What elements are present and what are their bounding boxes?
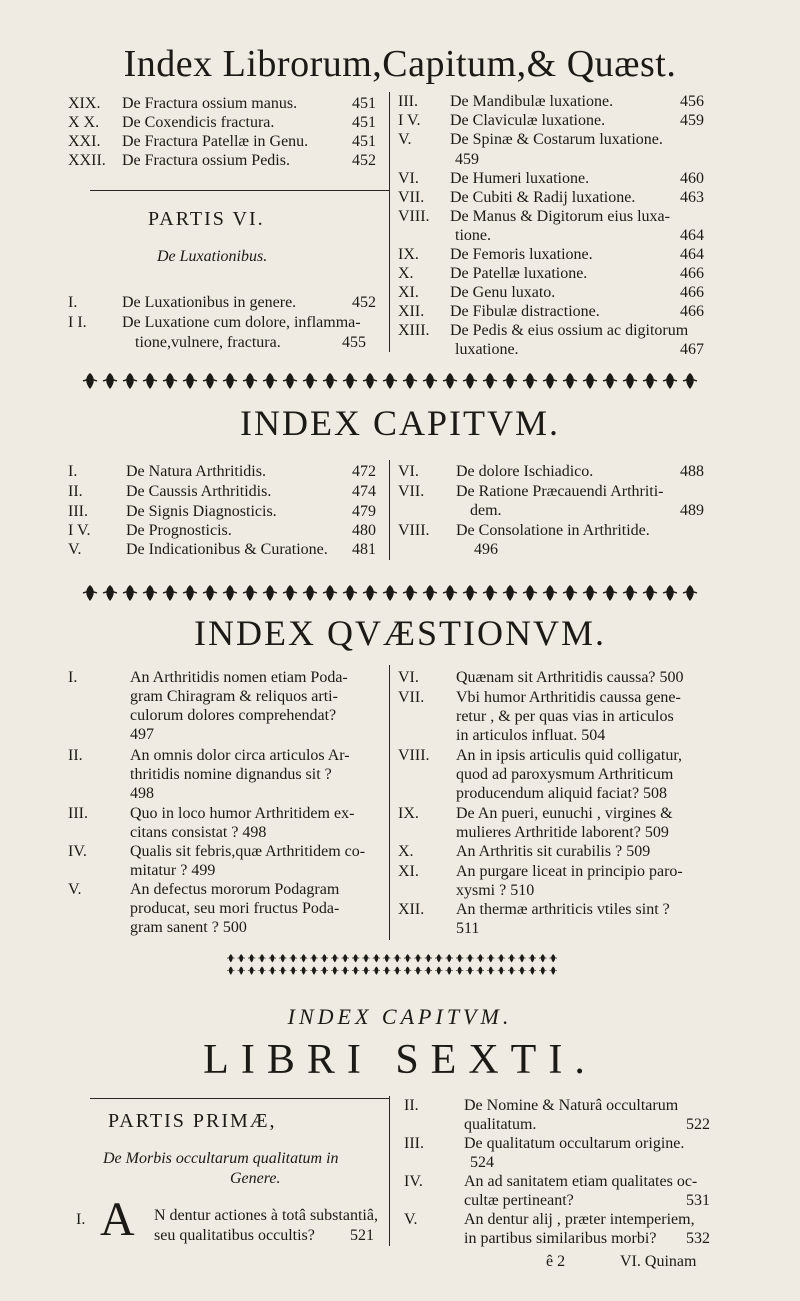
fleuron-glyph [499, 954, 503, 962]
fleuron-glyph [416, 967, 420, 975]
fleuron-glyph [489, 954, 493, 962]
fleuron-glyph [489, 967, 493, 975]
question-text: An Arthritidis nomen etiam Poda- gram Chiragram & reliquos arti- culorum dolores comprehendat? 497 [130, 669, 348, 743]
fleuron-glyph [666, 373, 674, 389]
question-text: An in ipsis articulis quid colligatur, quod ad paroxysmum Arthriticum producendum aliquid faciat? 508 [456, 747, 682, 802]
page-number: 459 [680, 112, 704, 129]
list-item: IV. An ad sanitatem etiam qualitates oc- [404, 1173, 698, 1190]
page-number: 489 [680, 502, 704, 519]
page-number: 451 [352, 95, 376, 112]
question-text: Quænam sit Arthritidis caussa? 500 [456, 669, 684, 686]
question-text: De An pueri, eunuchi , virgines & mulieres Arthritide laborent? 509 [456, 805, 673, 841]
fleuron-glyph [374, 954, 378, 962]
question-number: VIII. [398, 747, 430, 764]
list-item: II. De Nomine & Naturâ occultarum [404, 1097, 679, 1114]
page-number: 472 [352, 463, 376, 480]
section-divider [90, 190, 390, 191]
fleuron-glyph [686, 585, 694, 601]
list-item: I. De Luxationibus in genere. [68, 294, 297, 311]
fleuron-glyph [250, 954, 254, 962]
fleuron-glyph [546, 585, 554, 601]
fleuron-glyph [146, 373, 154, 389]
fleuron-glyph [541, 954, 545, 962]
de-luxationibus-subheading: De Luxationibus. [157, 248, 268, 265]
fleuron-glyph [206, 373, 214, 389]
list-item: X X. De Coxendicis fractura. [68, 114, 275, 131]
fleuron-glyph [86, 585, 94, 601]
fleuron-glyph [385, 967, 389, 975]
question-text: An Arthritis sit curabilis ? 509 [456, 843, 651, 860]
fleuron-glyph [426, 373, 434, 389]
page-number: 524 [470, 1154, 494, 1171]
fleuron-glyph [506, 373, 514, 389]
partis-primae-heading: PARTIS PRIMÆ, [108, 1110, 277, 1132]
fleuron-glyph [229, 954, 233, 962]
fleuron-glyph [606, 373, 614, 389]
fleuron-glyph [346, 585, 354, 601]
fleuron-glyph [260, 967, 264, 975]
fleuron-glyph [322, 954, 326, 962]
list-item: N dentur actiones à totâ substantiâ, [154, 1207, 378, 1224]
question-number: VI. [398, 669, 419, 686]
fleuron-glyph [281, 954, 285, 962]
fleuron-glyph [626, 373, 634, 389]
question-number: VII. [398, 689, 425, 706]
page-number: 522 [686, 1116, 710, 1133]
question-number: III. [68, 805, 88, 822]
fleuron-glyph [586, 373, 594, 389]
page-number: 496 [474, 541, 498, 558]
fleuron-glyph [437, 954, 441, 962]
fleuron-glyph [250, 967, 254, 975]
fleuron-glyph [385, 954, 389, 962]
question-number: IX. [398, 805, 419, 822]
list-item-continuation: seu qualitatibus occultis? [154, 1227, 315, 1244]
fleuron-glyph [226, 373, 234, 389]
page-number: 452 [352, 294, 376, 311]
list-item-continuation: tione. [455, 227, 491, 244]
fleuron-glyph [270, 954, 274, 962]
fleuron-glyph [346, 373, 354, 389]
list-item: III. De qualitatum occultarum origine. [404, 1135, 685, 1152]
question-number: IV. [68, 843, 87, 860]
list-item: VI. De Humeri luxatione. [398, 170, 590, 187]
fleuron-glyph [458, 967, 462, 975]
page-number: 463 [680, 189, 704, 206]
fleuron-glyph [666, 585, 674, 601]
page-number: 531 [686, 1192, 710, 1209]
fleuron-glyph [499, 967, 503, 975]
ornament-fleurons [83, 373, 697, 389]
page-number: 479 [352, 503, 376, 520]
question-number: XII. [398, 901, 425, 918]
fleuron-glyph [437, 967, 441, 975]
fleuron-glyph [526, 373, 534, 389]
page-number: 451 [352, 133, 376, 150]
signature-mark: ê 2 [546, 1253, 566, 1270]
column-divider [389, 92, 390, 352]
fleuron-glyph [416, 954, 420, 962]
fleuron-glyph [239, 967, 243, 975]
list-item-continuation: cultæ pertineant? [464, 1192, 574, 1209]
question-text: An defectus mororum Podagram producat, seu mori fructus Poda- gram sanent ? 500 [130, 881, 340, 936]
question-number: XI. [398, 863, 419, 880]
list-item: XII. De Fibulæ distractione. [398, 303, 600, 320]
fleuron-glyph [447, 954, 451, 962]
fleuron-glyph [646, 373, 654, 389]
fleuron-glyph [286, 373, 294, 389]
list-item: II. De Caussis Arthritidis. [68, 483, 272, 500]
fleuron-glyph [686, 373, 694, 389]
list-item: III. De Mandibulæ luxatione. [398, 93, 614, 110]
fleuron-glyph [226, 585, 234, 601]
fleuron-glyph [266, 585, 274, 601]
de-morbis-subheading: De Morbis occultarum qualitatum in [103, 1150, 339, 1167]
column-divider [389, 1096, 390, 1246]
fleuron-glyph [302, 954, 306, 962]
question-text: Vbi humor Arthritidis caussa gene- retur , & per quas vias in articulos in articulos influat. 504 [456, 689, 681, 744]
fleuron-glyph [551, 954, 555, 962]
list-item: I I. De Luxatione cum dolore, inflamma- [68, 314, 361, 331]
ornament-fleurons [83, 585, 697, 601]
question-number: X. [398, 843, 414, 860]
list-item-continuation: luxatione. [455, 341, 519, 358]
list-item: III. De Signis Diagnosticis. [68, 503, 277, 520]
question-text: An thermæ arthriticis vtiles sint ? 511 [456, 901, 670, 937]
fleuron-glyph [566, 373, 574, 389]
ornamental-band [72, 952, 712, 978]
list-item: I. De Natura Arthritidis. [68, 463, 266, 480]
list-item: V. An dentur alij , præter intemperiem, [404, 1211, 695, 1228]
fleuron-glyph [526, 585, 534, 601]
fleuron-glyph [343, 954, 347, 962]
fleuron-glyph [374, 967, 378, 975]
list-item: VIII. De Manus & Digitorum eius luxa- [398, 208, 670, 225]
list-item: XIX. De Fractura ossium manus. [68, 95, 298, 112]
catchword: VI. Quinam [620, 1253, 697, 1270]
ornamental-band [80, 580, 700, 606]
page-number: 480 [352, 522, 376, 539]
fleuron-glyph [364, 954, 368, 962]
fleuron-glyph [530, 967, 534, 975]
page-title: Index Librorum,Capitum,& Quæst. [123, 43, 677, 85]
list-item: I V. De Claviculæ luxatione. [398, 112, 606, 129]
fleuron-glyph [166, 373, 174, 389]
fleuron-glyph [166, 585, 174, 601]
fleuron-glyph [206, 585, 214, 601]
fleuron-glyph [446, 373, 454, 389]
fleuron-glyph [446, 585, 454, 601]
list-item-continuation: tione,vulnere, fractura. [135, 334, 281, 351]
fleuron-glyph [406, 967, 410, 975]
column-divider [389, 665, 390, 940]
fleuron-glyph [566, 585, 574, 601]
fleuron-glyph [146, 585, 154, 601]
ornamental-band [80, 368, 700, 394]
fleuron-glyph [354, 967, 358, 975]
fleuron-glyph [291, 967, 295, 975]
fleuron-glyph [260, 954, 264, 962]
fleuron-glyph [270, 967, 274, 975]
fleuron-glyph [322, 967, 326, 975]
fleuron-glyph [106, 373, 114, 389]
fleuron-glyph [126, 373, 134, 389]
fleuron-glyph [478, 967, 482, 975]
fleuron-glyph [306, 373, 314, 389]
page-number: 467 [680, 341, 704, 358]
fleuron-glyph [286, 585, 294, 601]
fleuron-glyph [447, 967, 451, 975]
fleuron-glyph [106, 585, 114, 601]
fleuron-glyph [126, 585, 134, 601]
fleuron-glyph [395, 967, 399, 975]
question-text: An omnis dolor circa articulos Ar- thritidis nomine dignandus sit ? 498 [130, 747, 350, 802]
fleuron-glyph [486, 373, 494, 389]
index-capitum-heading: INDEX CAPITVM. [240, 403, 560, 443]
list-item: IX. De Femoris luxatione. [398, 246, 593, 263]
fleuron-glyph [406, 585, 414, 601]
page-number: 460 [680, 170, 704, 187]
fleuron-glyph [386, 585, 394, 601]
ornament-fleurons [227, 954, 557, 975]
page-number: 464 [680, 227, 704, 244]
fleuron-glyph [466, 585, 474, 601]
fleuron-glyph [606, 585, 614, 601]
fleuron-glyph [626, 585, 634, 601]
page-number: 488 [680, 463, 704, 480]
fleuron-glyph [458, 954, 462, 962]
list-item-number: I. [76, 1211, 86, 1228]
list-item: XIII. De Pedis & eius ossium ac digitorum [398, 322, 689, 339]
fleuron-glyph [333, 967, 337, 975]
fleuron-glyph [186, 585, 194, 601]
fleuron-glyph [326, 373, 334, 389]
fleuron-glyph [333, 954, 337, 962]
fleuron-glyph [86, 373, 94, 389]
fleuron-glyph [478, 954, 482, 962]
list-item: V. De Spinæ & Costarum luxatione. [398, 131, 663, 148]
list-item: VIII. De Consolatione in Arthritide. [398, 522, 650, 539]
page-number: 466 [680, 284, 704, 301]
fleuron-glyph [468, 967, 472, 975]
question-number: II. [68, 747, 83, 764]
question-number: V. [68, 881, 82, 898]
fleuron-glyph [586, 585, 594, 601]
fleuron-glyph [186, 373, 194, 389]
fleuron-glyph [646, 585, 654, 601]
question-text: Quo in loco humor Arthritidem ex- citans consistat ? 498 [130, 805, 355, 841]
fleuron-glyph [406, 954, 410, 962]
fleuron-glyph [468, 954, 472, 962]
fleuron-glyph [343, 967, 347, 975]
fleuron-glyph [520, 967, 524, 975]
fleuron-glyph [551, 967, 555, 975]
fleuron-glyph [530, 954, 534, 962]
fleuron-glyph [266, 373, 274, 389]
page-number: 532 [686, 1230, 710, 1247]
fleuron-glyph [510, 967, 514, 975]
question-number: I. [68, 669, 78, 686]
fleuron-glyph [406, 373, 414, 389]
fleuron-glyph [302, 967, 306, 975]
fleuron-glyph [426, 954, 430, 962]
fleuron-glyph [466, 373, 474, 389]
list-item: VII. De Ratione Præcauendi Arthriti- [398, 483, 664, 500]
list-item: XI. De Genu luxato. [398, 284, 556, 301]
partis-vi-heading: PARTIS VI. [148, 208, 265, 230]
page-number: 452 [352, 152, 376, 169]
question-text: Qualis sit febris,quæ Arthritidem co- mitatur ? 499 [130, 843, 366, 879]
list-item-continuation: dem. [470, 502, 502, 519]
fleuron-glyph [239, 954, 243, 962]
list-item: XXI. De Fractura Patellæ in Genu. [68, 133, 309, 150]
section-divider [90, 1098, 390, 1099]
question-text: An purgare liceat in principio paro- xysmi ? 510 [456, 863, 683, 899]
page-number: 455 [342, 334, 366, 351]
page-number: 464 [680, 246, 704, 263]
fleuron-glyph [506, 585, 514, 601]
page-number: 456 [680, 93, 704, 110]
list-item: XXII. De Fractura ossium Pedis. [68, 152, 290, 169]
page-number: 474 [352, 483, 376, 500]
fleuron-glyph [364, 967, 368, 975]
column-divider [389, 460, 390, 560]
fleuron-glyph [520, 954, 524, 962]
page-number: 466 [680, 303, 704, 320]
list-item-continuation: qualitatum. [464, 1116, 537, 1133]
list-item: X. De Patellæ luxatione. [398, 265, 588, 282]
fleuron-glyph [246, 585, 254, 601]
fleuron-glyph [366, 373, 374, 389]
list-item: V. De Indicationibus & Curatione. [68, 541, 328, 558]
libri-sexti-heading: LIBRI SEXTI. [203, 1037, 597, 1083]
fleuron-glyph [281, 967, 285, 975]
fleuron-glyph [386, 373, 394, 389]
page-number: 466 [680, 265, 704, 282]
drop-cap: A [100, 1193, 135, 1246]
fleuron-glyph [312, 954, 316, 962]
fleuron-glyph [291, 954, 295, 962]
index-capitum-italic-heading: INDEX CAPITVM. [287, 1004, 513, 1029]
fleuron-glyph [486, 585, 494, 601]
list-item: VII. De Cubiti & Radij luxatione. [398, 189, 636, 206]
fleuron-glyph [246, 373, 254, 389]
list-item: VI. De dolore Ischiadico. [398, 463, 594, 480]
fleuron-glyph [306, 585, 314, 601]
fleuron-glyph [426, 967, 430, 975]
fleuron-glyph [326, 585, 334, 601]
page-number: 459 [455, 151, 479, 168]
fleuron-glyph [426, 585, 434, 601]
fleuron-glyph [541, 967, 545, 975]
page-number: 481 [352, 541, 376, 558]
page-number: 521 [350, 1227, 374, 1244]
fleuron-glyph [510, 954, 514, 962]
de-morbis-subheading-cont: Genere. [230, 1170, 281, 1187]
fleuron-glyph [229, 967, 233, 975]
fleuron-glyph [366, 585, 374, 601]
index-quaestionum-heading: INDEX QVÆSTIONVM. [194, 613, 606, 653]
fleuron-glyph [312, 967, 316, 975]
page-number: 451 [352, 114, 376, 131]
list-item-continuation: in partibus similaribus morbi? [464, 1230, 657, 1247]
fleuron-glyph [395, 954, 399, 962]
fleuron-glyph [354, 954, 358, 962]
fleuron-glyph [546, 373, 554, 389]
list-item: I V. De Prognosticis. [68, 522, 232, 539]
